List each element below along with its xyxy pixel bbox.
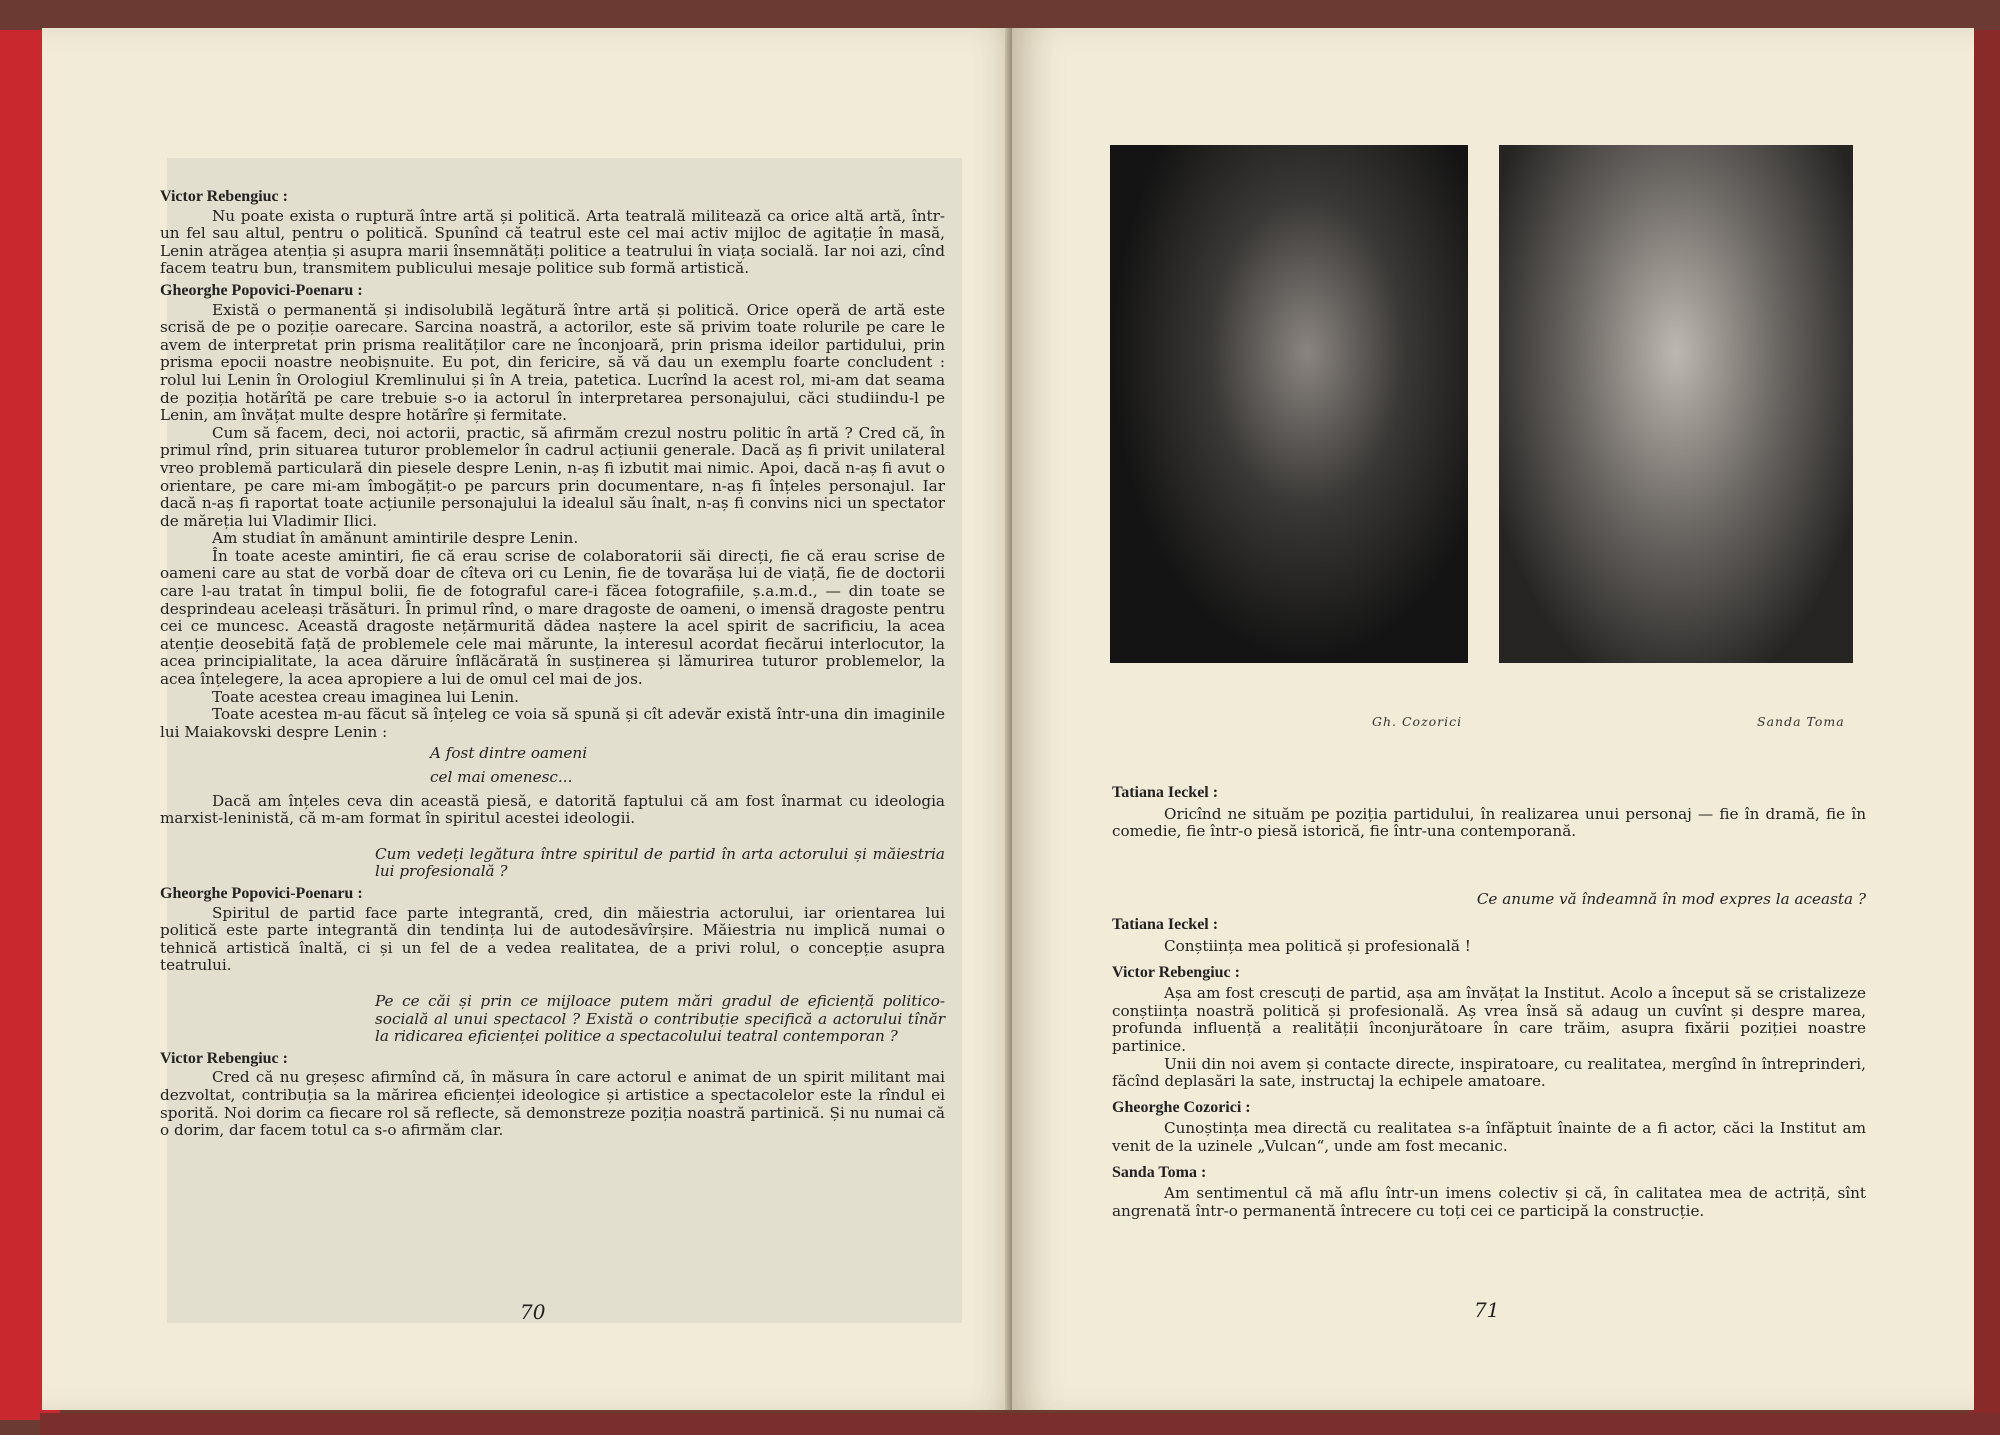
speaker-name: Tatiana Ieckel :	[1112, 916, 1219, 934]
book-bottom-edge	[40, 1413, 2000, 1435]
paragraph: Toate acestea creau imaginea lui Lenin.	[212, 687, 519, 706]
photo-caption: Sanda Toma	[1757, 714, 1845, 729]
right-page	[1012, 28, 1974, 1410]
paragraph: Am studiat în amănunt amintirile despre Lenin.	[212, 529, 579, 548]
verse-line: cel mai omenesc...	[430, 768, 573, 786]
portrait-photo-toma	[1499, 145, 1853, 663]
speaker-name: Victor Rebengiuc :	[1112, 963, 1240, 981]
speaker-name: Sanda Toma :	[1112, 1163, 1207, 1181]
paragraph: Oricînd ne situăm pe poziția partidului, în realizarea unui personaj — fie în dramă, fie în comedie, fie într-o piesă istorică, fie într-una contemporană.	[1112, 804, 1866, 841]
book-cover-right	[1970, 30, 2000, 1420]
paragraph: Unii din noi avem și contacte directe, inspiratoare, cu realitatea, mergînd în întreprinderi, făcînd deplasări la sate, instructaj la echipele amatoare.	[1112, 1054, 1866, 1091]
page-number-left: 70	[520, 1300, 546, 1324]
speaker-name: Gheorghe Cozorici :	[1112, 1098, 1251, 1116]
page-number-right: 71	[1474, 1298, 1500, 1322]
paragraph: Cunoștința mea directă cu realitatea s-a înfăptuit înainte de a fi actor, căci la Institut am venit de la uzinele „Vulcan“, unde am fost mecanic.	[1112, 1119, 1866, 1155]
photo-caption: Gh. Cozorici	[1372, 714, 1463, 729]
paragraph: Toate acestea m-au făcut să înțeleg ce voia să spună și cît adevăr există într-una din imaginile lui Maiakovski despre Lenin :	[160, 705, 945, 741]
speaker-name: Victor Rebengiuc :	[160, 188, 288, 205]
interview-question: Ce anume vă îndeamnă în mod expres la aceasta ?	[1476, 889, 1866, 908]
paragraph: Spiritul de partid face parte integrantă, cred, din măiestria actorului, iar orientarea lui politică este parte integrantă din tendința lui de autodesăvîrșire. Măiestria nu implică numai o tehnică artistică înaltă, ci și un fel de a vedea realitatea, de a privi rolul, o concepție asupra teatrului.	[160, 903, 945, 975]
left-page	[42, 28, 1022, 1410]
right-page-text	[1112, 776, 1866, 1220]
verse-line: A fost dintre oameni	[430, 744, 588, 763]
paragraph: Cum să facem, deci, noi actorii, practic, să afirmăm crezul nostru politic în artă ? Cred că, în primul rînd, prin situarea tuturor problemelor în cadrul acțiunii generale. Dacă aș fi privit unilateral vreo problemă particulară din piesele despre Lenin, n-aș fi izbutit mai nimic. Apoi, dacă n-aș fi avut o orientare, pe care mi-am îmbogățit-o pe parcurs prin documentare, n-aș fi înțeles personajul. Iar dacă n-aș fi raportat toate acțiunile personajului la idealul său înalt, n-aș fi convins nici un spectator de măreția lui Vladimir Ilici.	[160, 423, 945, 530]
paragraph: Conștiința mea politică și profesională !	[1164, 936, 1471, 955]
speaker-name: Gheorghe Popovici-Poenaru :	[160, 884, 363, 902]
left-page-text	[160, 184, 945, 1140]
paragraph: În toate aceste amintiri, fie că erau scrise de colaboratorii săi direcți, fie că erau scrise de oameni care au stat de vorbă doar de cîteva ori cu Lenin, fie de tovarășa lui de viață, fie de doctorii care l-au tratat în timpul bolii, fie de fotograful care-i făcea fotografiile, ș.a.m.d., — din toate se desprindeau aceleași trăsături. În primul rînd, o mare dragoste de oameni, o imensă dragoste pentru cei ce muncesc. Această dragoste nețărmurită dădea naștere la acel spirit de sacrificiu, la acea atenție deosebită față de problemele cele mai mărunte, la interesul acordat fiecărui interlocutor, la acea principialitate, la acea dăruire înflăcărată în susținerea și lămurirea tuturor problemelor, la acea înțelegere, la acea apropiere a lui de omul cel mai de jos.	[160, 546, 945, 689]
paragraph: Nu poate exista o ruptură între artă și politică. Arta teatrală militează ca orice altă artă, într-un fel sau altul, pentru o politică. Spunînd că teatrul este cel mai activ mijloc de agitație în masă, Lenin atrăgea atenția și asupra marii însemnătăți politice a teatrului în viața socială. Iar noi azi, cînd facem teatru bun, transmitem publicului mesaje politice sub formă artistică.	[160, 206, 945, 278]
speaker-name: Gheorghe Popovici-Poenaru :	[160, 281, 363, 299]
portrait-photo-cozorici	[1110, 145, 1468, 663]
paragraph: Am sentimentul că mă aflu într-un imens colectiv și că, în calitatea mea de actriță, sînt angrenată într-o permanentă întrecere cu toți cei ce participă la construcție.	[1112, 1184, 1866, 1220]
paragraph: Așa am fost crescuți de partid, așa am învățat la Institut. Acolo a început să se cristalizeze conștiința noastră politică și profesională. Aș vrea însă să adaug un cuvînt și despre marea, profunda influență a realității înconjurătoare în care trăim, asupra fixării poziției noastre partinice.	[1112, 984, 1866, 1055]
paragraph: Există o permanentă și indisolubilă legătură între artă și politică. Orice operă de artă este scrisă de pe o poziție oarecare. Sarcina noastră, a actorilor, este să privim toate rolurile pe care le avem de interpretat prin prisma realităților care ne înconjoară, prin prisma ideilor partidului, prin prisma epocii noastre neobișnuite. Eu pot, din fericire, să vă dau un exemplu foarte concludent : rolul lui Lenin în Orologiul Kremlinului și în A treia, patetica. Lucrînd la acest rol, mi-am dat seama de poziția hotărîtă pe care trebuie s-o ia actorul în interpretarea personajului, căci studiindu-l pe Lenin, am învățat multe despre hotărîre și fermitate.	[160, 300, 945, 425]
paragraph: Cred că nu greșesc afirmînd că, în măsura în care actorul e animat de un spirit militant mai dezvoltat, contribuția sa la mărirea eficienței ideologice și artistice a spectacolelor este la rîndul ei sporită. Noi dorim ca fiecare rol să reflecte, să demonstreze poziția noastră partinică. Și nu numai că o dorim, dar facem totul ca s-o afirmăm clar.	[160, 1068, 945, 1140]
speaker-name: Victor Rebengiuc :	[160, 1049, 288, 1067]
paragraph: Dacă am înțeles ceva din această piesă, e datorită faptului că am fost înarmat cu ideologia marxist-leninistă, că m-am format în spiritul acestei ideologii.	[160, 791, 945, 828]
interview-question: Pe ce căi și prin ce mijloace putem mări gradul de eficiență politico-socială al unui spectacol ? Există o contribuție specifică a actorului tînăr la ridicarea eficienței politice a spectacolului teatral contemporan ?	[375, 991, 945, 1046]
interview-question: Cum vedeți legătura între spiritul de partid în arta actorului și măiestria lui profesională ?	[375, 844, 945, 881]
speaker-name: Tatiana Ieckel :	[1112, 784, 1219, 801]
